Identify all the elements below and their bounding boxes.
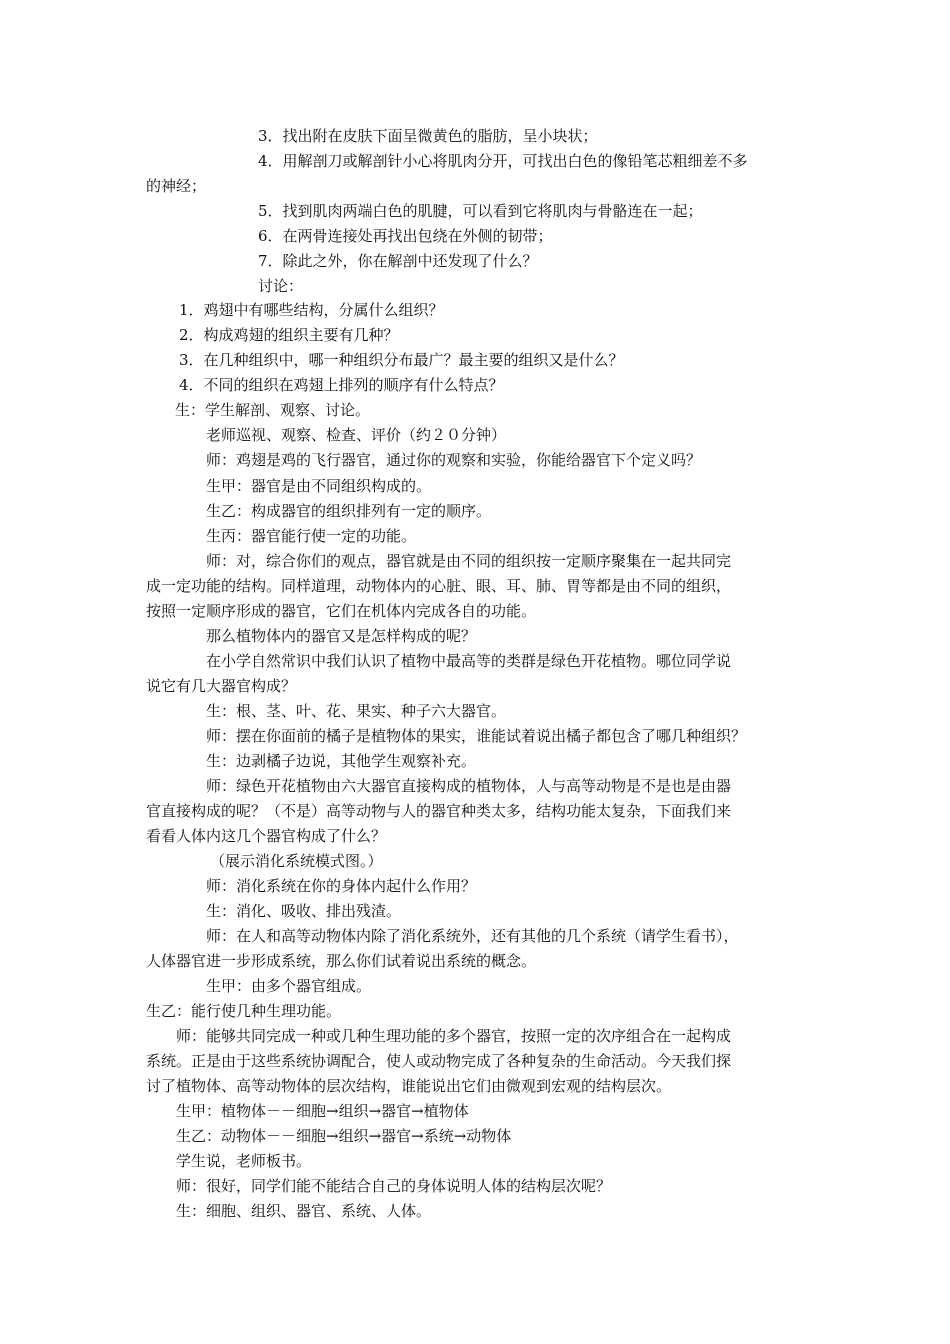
text-line: 那么植物体内的器官又是怎样构成的呢？ (206, 627, 477, 645)
text-line: 成一定功能的结构。同样道理，动物体内的心脏、眼、耳、肺、胃等都是由不同的组织， (146, 577, 732, 595)
text-line: （展示消化系统模式图。） (210, 852, 383, 870)
text-line: 师：在人和高等动物体内除了消化系统外，还有其他的几个系统（请学生看书）， (206, 927, 739, 945)
text-line: 生甲：植物体－－细胞→组织→器官→植物体 (176, 1102, 469, 1120)
text-line: 讨了植物体、高等动物体的层次结构，谁能说出它们由微观到宏观的结构层次。 (146, 1077, 672, 1095)
text-line: 2．构成鸡翅的组织主要有几种？ (179, 326, 399, 344)
text-line: 3．在几种组织中，哪一种组织分布最广？最主要的组织又是什么？ (179, 351, 624, 369)
text-line: 7．除此之外，你在解剖中还发现了什么？ (258, 252, 538, 270)
text-line: 生甲：器官是由不同组织构成的。 (206, 477, 432, 495)
text-line: 师：对，综合你们的观点，器官就是由不同的组织按一定顺序聚集在一起共同完 (206, 552, 732, 570)
text-line: 人体器官进一步形成系统，那么你们试着说出系统的概念。 (146, 952, 537, 970)
text-line: 生乙：动物体－－细胞→组织→器官→系统→动物体 (176, 1127, 512, 1145)
text-line: 看看人体内这几个器官构成了什么？ (146, 827, 387, 845)
text-line: 在小学自然常识中我们认识了植物中最高等的类群是绿色开花植物。哪位同学说 (206, 652, 732, 670)
text-line: 老师巡视、观察、检查、评价（约２０分钟） (206, 426, 507, 444)
text-line: 生丙：器官能行使一定的功能。 (206, 527, 417, 545)
text-line: 系统。正是由于这些系统协调配合，使人或动物完成了各种复杂的生命活动。今天我们探 (146, 1052, 732, 1070)
text-line: 生乙：能行使几种生理功能。 (146, 1002, 342, 1020)
text-line: 生甲：由多个器官组成。 (206, 977, 372, 995)
text-line: 4．不同的组织在鸡翅上排列的顺序有什么特点？ (179, 376, 504, 394)
text-line: 学生说，老师板书。 (176, 1152, 312, 1170)
text-line: 生：消化、吸收、排出残渣。 (206, 902, 402, 920)
text-line: 6．在两骨连接处再找出包绕在外侧的韧带； (258, 227, 553, 245)
text-line: 生：细胞、组织、器官、系统、人体。 (176, 1202, 432, 1220)
text-line: 生乙：构成器官的组织排列有一定的顺序。 (206, 502, 492, 520)
text-line: 师：很好，同学们能不能结合自己的身体说明人体的结构层次呢？ (176, 1177, 612, 1195)
text-line: 师：能够共同完成一种或几种生理功能的多个器官，按照一定的次序组合在一起构成 (176, 1027, 732, 1045)
text-line: 师：绿色开花植物由六大器官直接构成的植物体，人与高等动物是不是也是由器 (206, 777, 732, 795)
text-line: 师：摆在你面前的橘子是植物体的果实，谁能试着说出橘子都包含了哪几种组织？ (206, 727, 747, 745)
text-line: 按照一定顺序形成的器官，它们在机体内完成各自的功能。 (146, 602, 537, 620)
text-line: 生：学生解剖、观察、讨论。 (175, 401, 371, 419)
text-line: 的神经； (146, 177, 207, 195)
text-line: 讨论： (258, 277, 304, 295)
text-line: 师：鸡翅是鸡的飞行器官，通过你的观察和实验，你能给器官下个定义吗？ (206, 451, 702, 469)
text-line: 4．用解剖刀或解剖针小心将肌肉分开，可找出白色的像铅笔芯粗细差不多 (258, 152, 748, 170)
text-line: 师：消化系统在你的身体内起什么作用？ (206, 877, 477, 895)
text-line: 5．找到肌肉两端白色的肌腱，可以看到它将肌肉与骨骼连在一起； (258, 202, 703, 220)
text-line: 官直接构成的呢？（不是）高等动物与人的器官种类太多，结构功能太复杂，下面我们来 (146, 802, 732, 820)
text-line: 1．鸡翅中有哪些结构，分属什么组织？ (179, 301, 444, 319)
text-line: 说它有几大器官构成？ (146, 677, 297, 695)
text-line: 生：边剥橘子边说，其他学生观察补充。 (206, 752, 477, 770)
text-line: 3．找出附在皮肤下面呈微黄色的脂肪，呈小块状； (258, 127, 598, 145)
text-line: 生：根、茎、叶、花、果实、种子六大器官。 (206, 702, 507, 720)
